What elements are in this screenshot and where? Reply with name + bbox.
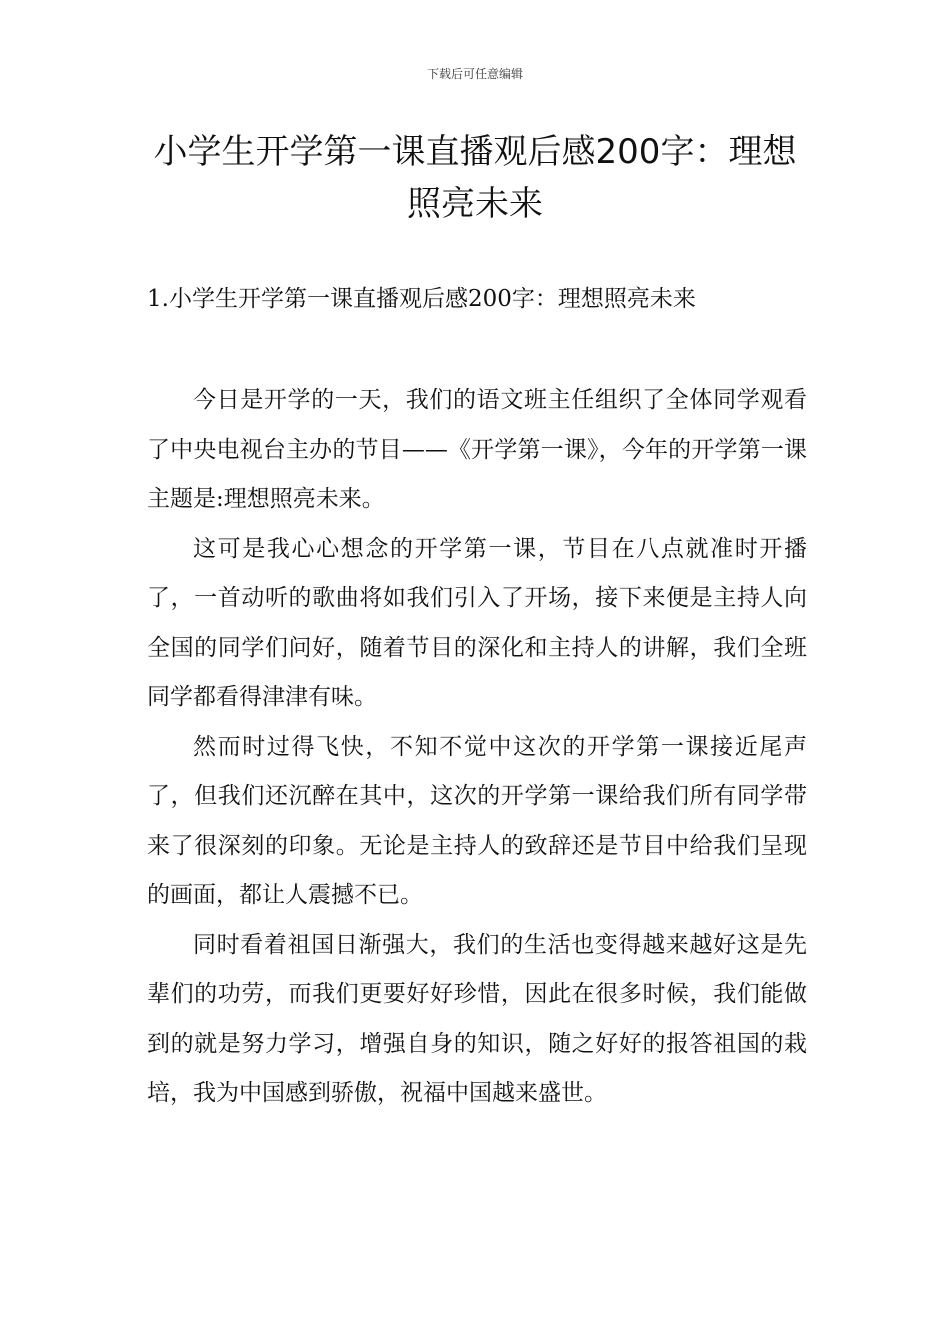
body-text xyxy=(147,376,807,1119)
paragraph: 同时看着祖国日渐强大，我们的生活也变得越来越好这是先辈们的功劳，而我们更要好好珍惜，因此在很多时候，我们能做到的就是努力学习，增强自身的知识，随之好好的报答祖国的栽培，我为中国感到骄傲，祝福中国越来盛世。 xyxy=(147,931,807,1106)
document-title: 小学生开学第一课直播观后感200字：理想照亮未来 xyxy=(153,132,797,224)
section-heading: 1.小学生开学第一课直播观后感200字：理想照亮未来 xyxy=(147,286,696,312)
paragraph: 今日是开学的一天，我们的语文班主任组织了全体同学观看了中央电视台主办的节目——《开学第一课》，今年的开学第一课主题是:理想照亮未来。 xyxy=(147,387,807,512)
paragraph: 然而时过得飞快，不知不觉中这次的开学第一课接近尾声了，但我们还沉醉在其中，这次的开学第一课给我们所有同学带来了很深刻的印象。无论是主持人的致辞还是节目中给我们呈现的画面，都让人震撼不已。 xyxy=(147,733,807,908)
header-note: 下载后可任意编辑 xyxy=(426,67,523,81)
paragraph: 这可是我心心想念的开学第一课，节目在八点就准时开播了，一首动听的歌曲将如我们引入了开场，接下来便是主持人向全国的同学们问好，随着节目的深化和主持人的讲解，我们全班同学都看得津津有味。 xyxy=(147,535,807,710)
